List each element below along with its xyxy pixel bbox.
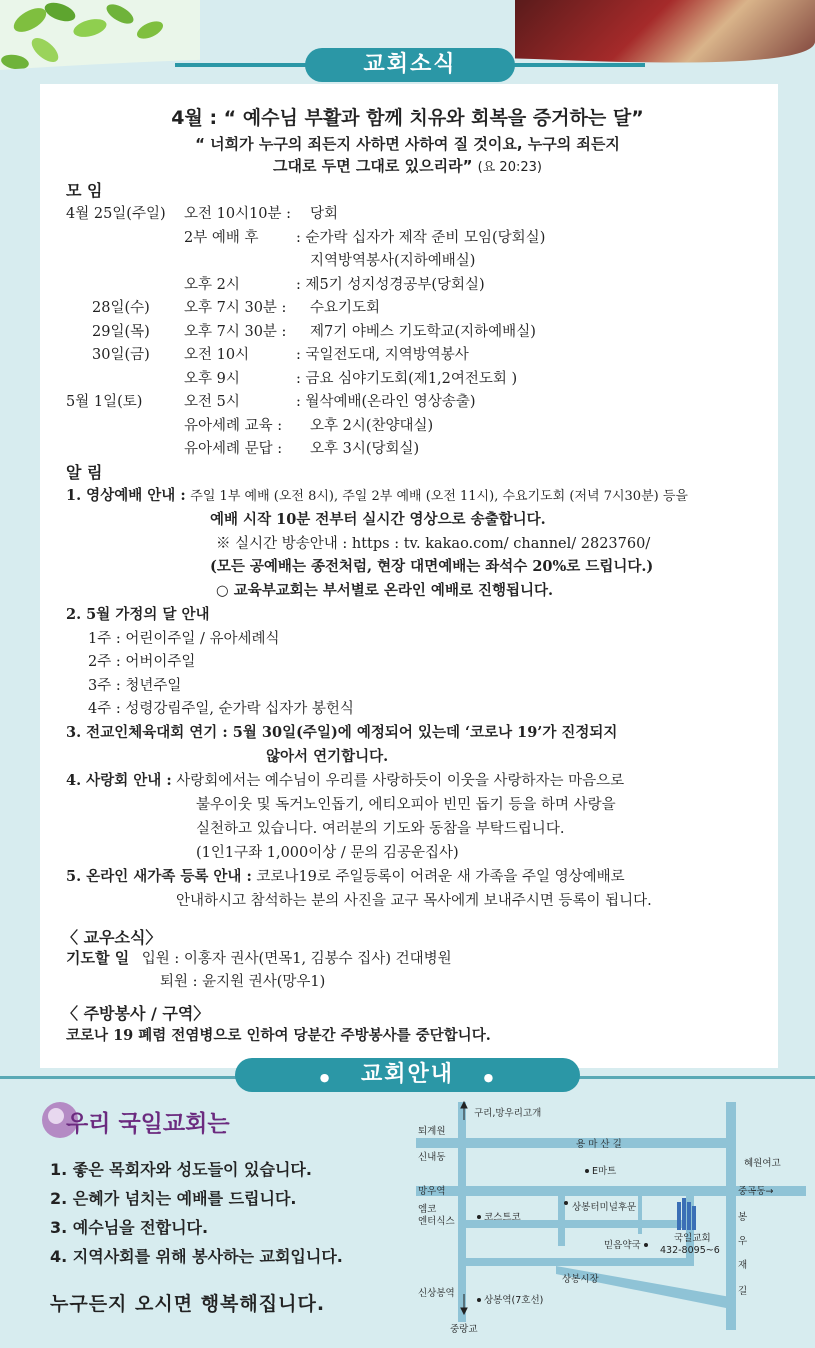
notice-2-item: 2주 : 어버이주일 bbox=[88, 654, 196, 670]
meeting-desc: 지역방역봉사(지하예배실) bbox=[310, 253, 476, 269]
notices-heading: 알 림 bbox=[66, 463, 103, 482]
members-heading: 〈 교우소식〉 bbox=[62, 928, 162, 947]
meeting-desc: : 국일전도대, 지역방역봉사 bbox=[296, 347, 469, 363]
meeting-time: 유아세례 교육 : bbox=[184, 417, 283, 434]
members-label: 기도할 일 bbox=[66, 949, 130, 967]
map-label-church: 국일교회 bbox=[674, 1233, 711, 1244]
meeting-date: 5월 1일(토) bbox=[66, 394, 143, 410]
month-title: 4월 : “ 예수님 부활과 함께 치유와 회복을 증거하는 달” bbox=[171, 107, 644, 129]
meeting-time: 오후 7시 30분 : bbox=[184, 300, 287, 316]
notice-2-item: 4주 : 성령강림주일, 순가락 십자가 봉헌식 bbox=[88, 701, 354, 717]
notice-1-text: 주일 1부 예배 (오전 8시), 주일 2부 예배 (오전 11시), 수요기도회 (저녁 7시30분) 등을 bbox=[190, 489, 688, 504]
meeting-date: 4월 25일(주일) bbox=[66, 206, 166, 222]
meeting-desc: : 제5기 성지성경공부(당회실) bbox=[296, 276, 485, 293]
map-label-jungnang: 중랑교 bbox=[450, 1324, 478, 1335]
map-label-gil: 길 bbox=[738, 1286, 748, 1297]
members-line2: 퇴원 : 윤지원 권사(망우1) bbox=[160, 974, 326, 990]
meeting-desc: 오후 3시(당회실) bbox=[310, 441, 420, 457]
map-label-bong: 봉 bbox=[738, 1212, 748, 1223]
notice-2-item: 1주 : 어린이주일 / 유아세례식 bbox=[88, 631, 280, 647]
notice-1-line1 bbox=[66, 486, 688, 507]
kitchen-line1: 코로나 19 폐렴 전염병으로 인하여 당분간 주방봉사를 중단합니다. bbox=[66, 1027, 491, 1044]
members-line1 bbox=[66, 948, 452, 969]
map-label-sangbong7: 상봉역(7호선) bbox=[484, 1295, 544, 1306]
members-admitted: 입원 : 이홍자 권사(면목1, 김봉수 집사) 건대병원 bbox=[141, 951, 452, 967]
meeting-desc: : 월삭예배(온라인 영상송출) bbox=[296, 394, 476, 410]
notice-1-label: 1. 영상예배 안내 : bbox=[66, 487, 186, 504]
meeting-desc: 수요기도회 bbox=[310, 300, 381, 316]
map-label-emart: E마트 bbox=[592, 1166, 617, 1177]
map-label-sinsangbong: 신상봉역 bbox=[418, 1288, 455, 1299]
meeting-time: 2부 예배 후 bbox=[184, 229, 259, 246]
notice-4-label: 4. 사랑회 안내 : bbox=[66, 772, 172, 789]
closing-line: 누구든지 오시면 행복해집니다. bbox=[50, 1293, 326, 1315]
map-label-sangbong-terminal: 상봉터미널후문 bbox=[572, 1202, 637, 1213]
notice-4-line2: 불우이웃 및 독거노인돕기, 에티오피아 빈민 돕기 등을 하며 사랑을 bbox=[196, 797, 616, 813]
meeting-time: 오전 5시 bbox=[184, 394, 240, 410]
church-title: 우리 국일교회는 bbox=[66, 1111, 230, 1137]
meeting-time: 유아세례 문답 : bbox=[184, 441, 283, 457]
notice-4-text: 사랑회에서는 예수님이 우리를 사랑하듯이 이웃을 사랑하자는 마음으로 bbox=[176, 773, 625, 789]
notice-2-label: 2. 5월 가정의 달 안내 bbox=[66, 606, 210, 623]
guide-item: 4. 지역사회를 위해 봉사하는 교회입니다. bbox=[50, 1247, 343, 1266]
notice-4-line4: (1인1구좌 1,000이상 / 문의 김공운집사) bbox=[196, 845, 459, 861]
meeting-desc: : 순가락 십자가 제작 준비 모임(당회실) bbox=[296, 229, 546, 246]
meetings-heading: 모 임 bbox=[66, 181, 103, 200]
map-label-u: 우 bbox=[738, 1236, 748, 1247]
map-label-guri: 구리,망우리고개 bbox=[474, 1108, 542, 1119]
map-label-jae: 재 bbox=[738, 1260, 748, 1271]
meeting-date: 29일(목) bbox=[92, 323, 150, 340]
map-label-hyewon: 혜원여고 bbox=[744, 1158, 781, 1169]
guide-item: 2. 은혜가 넘치는 예배를 드립니다. bbox=[50, 1189, 297, 1208]
map-label-emco: 엠코 bbox=[418, 1204, 437, 1215]
meeting-desc: : 금요 심야기도회(제1,2여전도회 ) bbox=[296, 370, 518, 387]
meeting-date: 30일(금) bbox=[92, 347, 150, 363]
meeting-desc: 제7기 야베스 기도학교(지하예배실) bbox=[310, 323, 536, 340]
guide-title-pill: ● 교회안내 ● bbox=[235, 1058, 580, 1092]
map-label-sinnae: 신내동 bbox=[418, 1152, 446, 1163]
verse-line1: “ 너희가 누구의 죄든지 사하면 사하여 질 것이요, 누구의 죄든지 bbox=[195, 135, 620, 153]
meeting-time: 오후 7시 30분 : bbox=[184, 323, 287, 340]
notice-4-line3: 실천하고 있습니다. 여러분의 기도와 동참을 부탁드립니다. bbox=[196, 821, 565, 837]
notice-1-line2: 예배 시작 10분 전부터 실시간 영상으로 송출합니다. bbox=[210, 511, 546, 528]
location-map bbox=[416, 1098, 806, 1340]
guide-section-title: 교회안내 bbox=[360, 1062, 454, 1087]
meeting-desc: 오후 2시(찬양대실) bbox=[310, 417, 434, 434]
notice-5-line1 bbox=[66, 867, 625, 887]
guide-item: 3. 예수님을 전합니다. bbox=[50, 1218, 209, 1237]
section-title: 교회소식 bbox=[305, 48, 515, 82]
guide-item: 1. 좋은 목회자와 성도들이 있습니다. bbox=[50, 1160, 312, 1179]
verse-line2 bbox=[0, 155, 815, 176]
notice-3-line2: 않아서 연기합니다. bbox=[266, 748, 389, 765]
verse-text: 그대로 두면 그대로 있으리라” bbox=[273, 157, 473, 175]
notice-5-label: 5. 온라인 새가족 등록 안내 : bbox=[66, 868, 252, 885]
meeting-time: 오후 9시 bbox=[184, 370, 240, 387]
notice-3-line1: 3. 전교인체육대회 연기 : 5월 30일(주일)에 예정되어 있는데 ‘코로나 19’가 진정되지 bbox=[66, 724, 618, 741]
meeting-desc: 당회 bbox=[310, 206, 339, 222]
map-label-phone: 432-8095~6 bbox=[660, 1245, 720, 1256]
notice-5-text: 코로나19로 주일등록이 어려운 새 가족을 주일 영상예배로 bbox=[256, 869, 625, 885]
map-label-market: 상봉시장 bbox=[562, 1274, 599, 1285]
meeting-time: 오전 10시 bbox=[184, 347, 250, 363]
meeting-time: 오후 2시 bbox=[184, 276, 240, 293]
map-label-costco: 코스트코 bbox=[484, 1212, 521, 1223]
notice-1-line5: ○ 교육부교회는 부서별로 온라인 예배로 진행됩니다. bbox=[216, 582, 554, 599]
map-label-emco2: 엔터식스 bbox=[418, 1216, 455, 1227]
notice-2-item: 3주 : 청년주일 bbox=[88, 678, 182, 694]
meeting-time: 오전 10시10분 : bbox=[184, 206, 292, 222]
map-label-yongmasan: 용 마 산 길 bbox=[576, 1139, 622, 1150]
map-label-mideum: 믿음약국 bbox=[604, 1240, 641, 1251]
map-label-toegyewon: 퇴계원 bbox=[418, 1126, 446, 1137]
verse-reference: (요 20:23) bbox=[477, 160, 542, 175]
kitchen-heading: 〈 주방봉사 / 구역〉 bbox=[62, 1004, 210, 1023]
notice-1-line3: ※ 실시간 방송안내 : https : tv. kakao.com/ channel/ 2823760/ bbox=[216, 536, 651, 552]
map-label-junggok: 중곡동→ bbox=[738, 1186, 774, 1197]
map-label-mangu: 망우역 bbox=[418, 1186, 446, 1197]
notice-5-line2: 안내하시고 참석하는 분의 사진을 교구 목사에게 보내주시면 등록이 됩니다. bbox=[176, 893, 652, 909]
notice-4-line1 bbox=[66, 771, 624, 791]
notice-1-line4: (모든 공예배는 종전처럼, 현장 대면예배는 좌석수 20%로 드립니다.) bbox=[210, 558, 654, 575]
meeting-date: 28일(수) bbox=[92, 300, 150, 316]
